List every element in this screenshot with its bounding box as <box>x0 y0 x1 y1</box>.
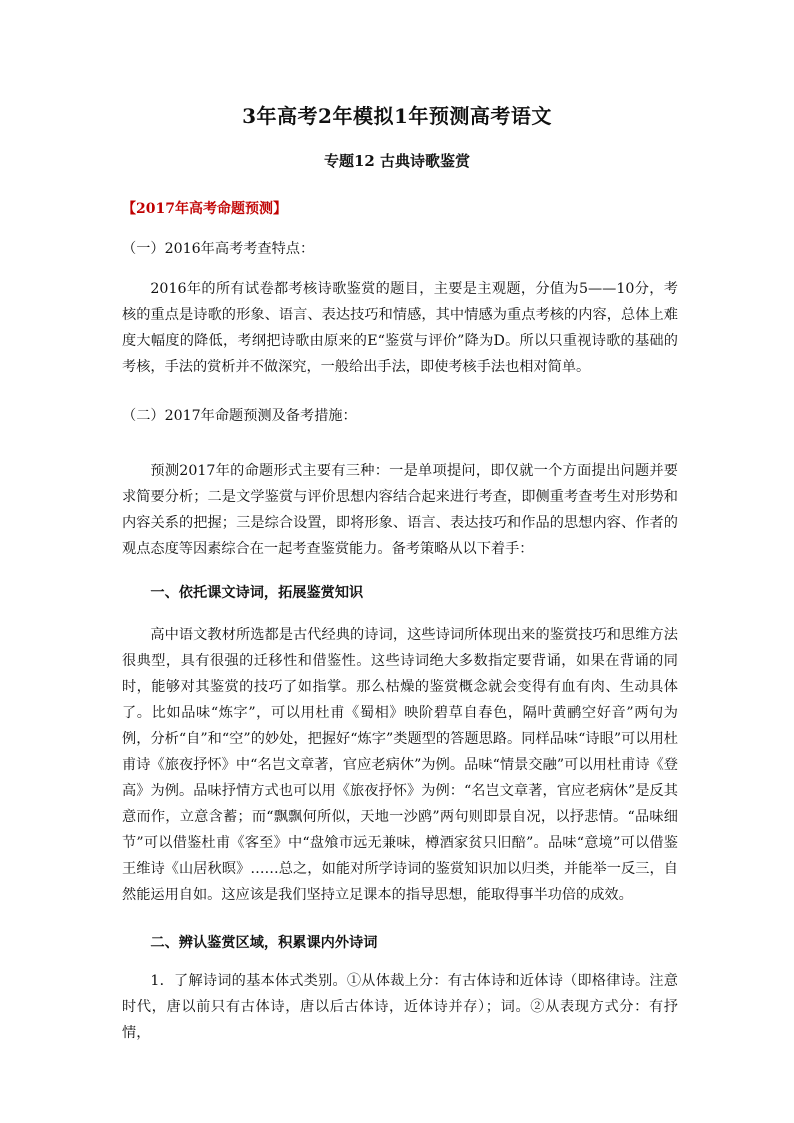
heading-one: 一、依托课文诗词，拓展鉴赏知识 <box>150 585 364 601</box>
heading-two: 二、辨认鉴赏区域，积累课内外诗词 <box>150 935 378 951</box>
heading-one-paragraph: 高中语文教材所选都是古代经典的诗词，这些诗词所体现出来的鉴赏技巧和思维方法很典型，具有很强的迁移性和借鉴性。这些诗词绝大多数指定要背诵，如果在背诵的同时，能够对其鉴赏的技巧了如指掌。那么枯燥的鉴赏概念就会变得有血有肉、生动具体了。比如品味“炼字”，可以用杜甫《蜀相》映阶碧草自春色，隔叶黄鹂空好音”两句为例，分析“自”和“空”的妙处，把握好“炼字”类题型的答题思路。同样品味“诗眼”可以用杜甫诗《旅夜抒怀》中“名岂文章著，官应老病休”为例。品味“情景交融”可以用杜甫诗《登高》为例。品味抒情方式也可以用《旅夜抒怀》为例：“名岂文章著，官应老病休”是反其意而作，立意含蓄；而“飘飘何所似，天地一沙鸥”两句则即景自况，以抒悲情。“品味细节”可以借鉴杜甫《客至》中“盘飧市远无兼味，樽酒家贫只旧醅”。品味“意境”可以借鉴王维诗《山居秋暝》……总之，如能对所学诗词的鉴赏知识加以归类，并能举一反三，自然能运用自如。这应该是我们坚持立足课本的指导思想，能取得事半功倍的成效。 <box>122 627 678 903</box>
topic-subtitle: 专题12 古典诗歌鉴赏 <box>323 152 471 170</box>
heading-two-paragraph: 1．了解诗词的基本体式类别。①从体裁上分：有古体诗和近体诗（即格律诗。注意时代，唐以前只有古体诗，唐以后古体诗，近体诗并存）；词。②从表现方式分：有抒情， <box>122 973 678 1041</box>
document-title: 3年高考2年模拟1年预测高考语文 <box>242 104 552 128</box>
part1-heading: （一）2016年高考考查特点： <box>122 241 315 257</box>
part2-heading: （二）2017年命题预测及备考措施： <box>122 408 357 424</box>
part1-paragraph: 2016年的所有试卷都考核诗歌鉴赏的题目，主要是主观题，分值为5——10分，考核的重点是诗歌的形象、语言、表达技巧和情感，其中情感为重点考核的内容，总体上难度大幅度的降低，考纲把诗歌由原来的E“鉴赏与评价”降为D。所以只重视诗歌的基础的考核，手法的赏析并不做深究，一般给出手法，即使考核手法也相对简单。 <box>122 281 678 375</box>
section-heading-prediction: 【2017年高考命题预测】 <box>122 201 287 217</box>
part2-paragraph: 预测2017年的命题形式主要有三种：一是单项提问，即仅就一个方面提出问题并要求简要分析；二是文学鉴赏与评价思想内容结合起来进行考查，即侧重考查考生对形势和内容关系的把握；三是综合设置，即将形象、语言、表达技巧和作品的思想内容、作者的观点态度等因素综合在一起考查鉴赏能力。备考策略从以下着手： <box>122 463 678 557</box>
